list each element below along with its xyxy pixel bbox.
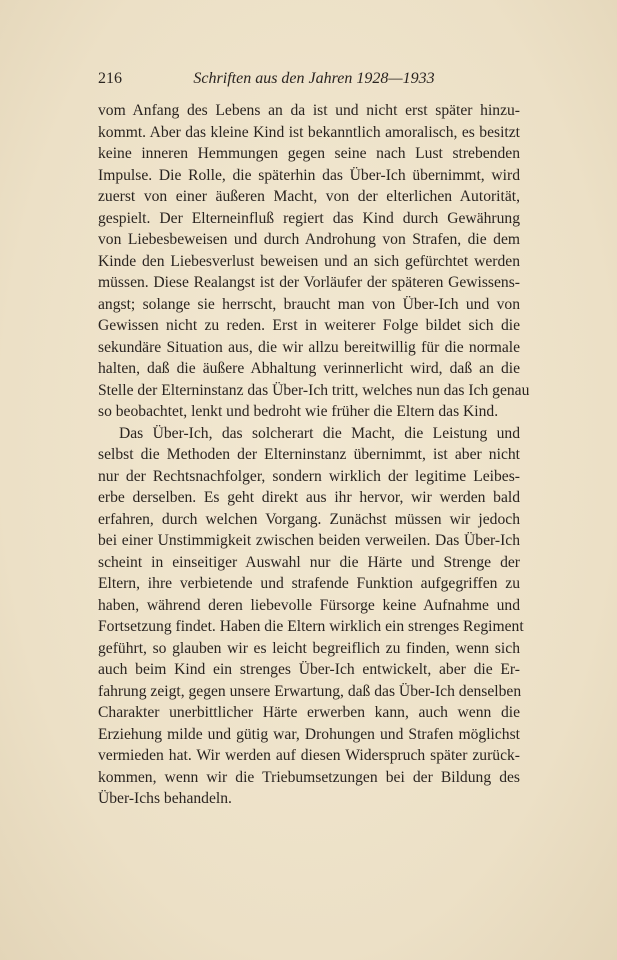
text-line: Fortsetzung findet. Haben die Eltern wirklich ein strenges Regiment: [98, 618, 524, 635]
text-line: sekundäre Situation aus, die wir allzu bereitwillig für die normale: [98, 338, 520, 356]
text-line: geführt, so glauben wir es leicht begreiflich zu finden, wenn sich: [98, 639, 520, 657]
text-line: erfahren, durch welchen Vorgang. Zunächst müssen wir jedoch: [98, 510, 520, 528]
text-line: vermieden hat. Wir werden auf diesen Widerspruch später zurück-: [98, 747, 520, 764]
text-line: erbe derselben. Es geht direkt aus ihr hervor, wir werden bald: [98, 489, 520, 506]
text-line: keine inneren Hemmungen gegen seine nach Lust strebenden: [98, 145, 520, 162]
text-line: Impulse. Die Rolle, die späterhin das Über-Ich übernimmt, wird: [98, 166, 520, 184]
text-line: so beobachtet, lenkt und bedroht wie früher die Eltern das Kind.: [98, 403, 499, 420]
text-line: Erziehung milde und gütig war, Drohungen und Strafen möglichst: [98, 725, 520, 743]
text-line: müssen. Diese Realangst ist der Vorläufer der späteren Gewissens-: [98, 274, 520, 291]
text-line: scheint in einseitiger Auswahl nur die Härte und Strenge der: [98, 553, 520, 571]
text-line: halten, daß die äußere Abhaltung verinnerlicht wird, daß an die: [98, 360, 520, 377]
text-line: angst; solange sie herrscht, braucht man von Über-Ich und von: [98, 295, 520, 313]
text-line: haben, während deren liebevolle Fürsorge keine Aufnahme und: [98, 596, 520, 614]
text-line: Das Über-Ich, das solcherart die Macht, die Leistung und: [119, 424, 520, 442]
text-line: Gewissen nicht zu reden. Erst in weiterer Folge bildet sich die: [98, 317, 520, 334]
text-line: Charakter unerbittlicher Härte erwerben kann, auch wenn die: [98, 704, 520, 721]
text-line: fahrung zeigt, gegen unsere Erwartung, daß das Über-Ich denselben: [98, 682, 522, 700]
text-line: nur der Rechtsnachfolger, sondern wirklich der legitime Leibes-: [98, 467, 520, 485]
text-line: zuerst von einer äußeren Macht, von der elterlichen Autorität,: [98, 188, 520, 205]
text-line: kommt. Aber das kleine Kind ist bekanntlich amoralisch, es besitzt: [98, 123, 520, 141]
text-line: vom Anfang des Lebens an da ist und nicht erst später hinzu-: [98, 102, 520, 119]
text-line: Eltern, ihre verbietende und strafende Funktion aufgegriffen zu: [98, 575, 520, 592]
text-line: bei einer Unstimmigkeit zwischen beiden verweilen. Das Über-Ich: [98, 532, 520, 549]
text-line: gespielt. Der Elterneinfluß regiert das Kind durch Gewährung: [98, 209, 520, 227]
running-title: Schriften aus den Jahren 1928—1933: [193, 70, 435, 87]
page-header: [98, 70, 520, 92]
page-number: 216: [98, 70, 122, 87]
text-line: Stelle der Elterninstanz das Über-Ich tritt, welches nun das Ich genau: [98, 381, 530, 399]
text-line: Kinde den Liebesverlust beweisen und an sich gefürchtet werden: [98, 252, 520, 270]
text-line: Über-Ichs behandeln.: [98, 790, 232, 807]
text-line: selbst die Methoden der Elterninstanz übernimmt, ist aber nicht: [98, 446, 520, 463]
body-text: [98, 100, 530, 810]
text-line: von Liebesbeweisen und durch Androhung von Strafen, die dem: [98, 231, 520, 248]
text-line: kommen, wenn wir die Triebumsetzungen bei der Bildung des: [98, 768, 520, 786]
text-line: auch beim Kind ein strenges Über-Ich entwickelt, aber die Er-: [98, 661, 520, 678]
